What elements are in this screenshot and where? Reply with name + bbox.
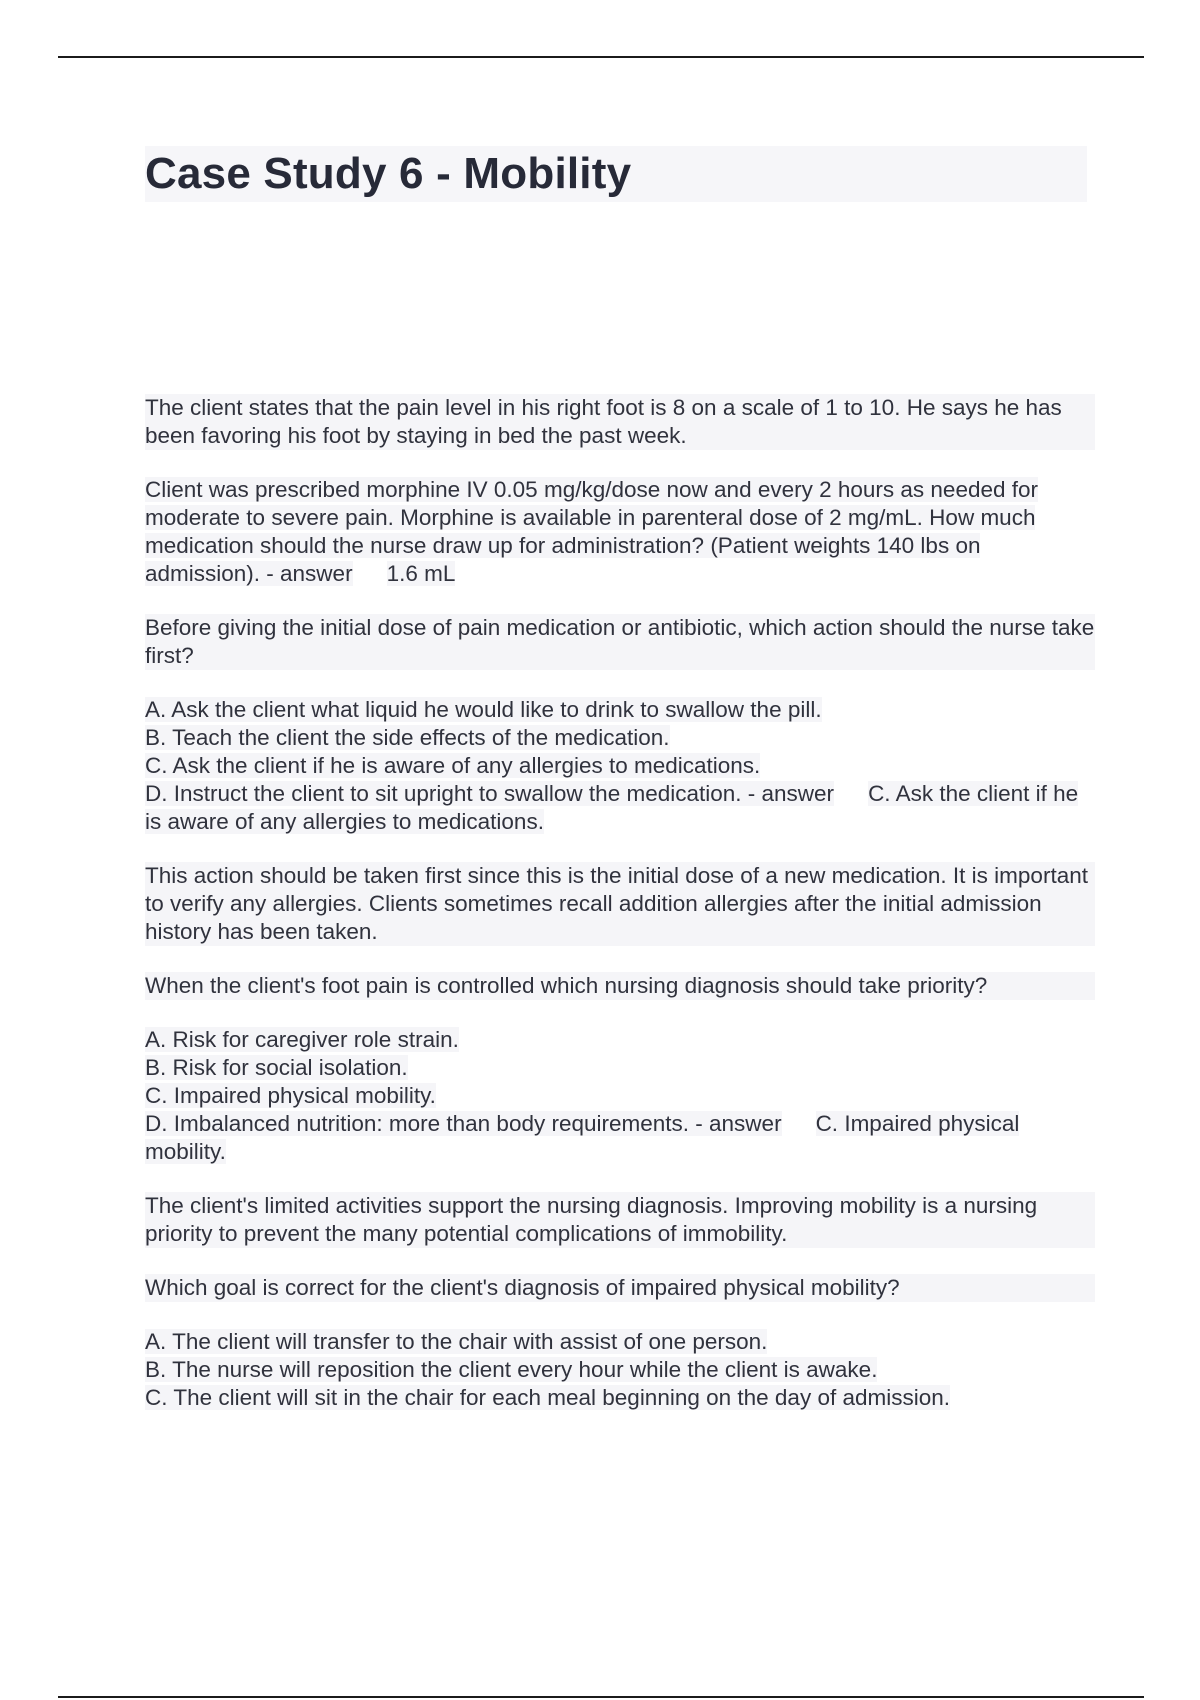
question-2-option: B. Teach the client the side effects of the medication.: [145, 725, 670, 750]
question-3-stem: When the client's foot pain is controlled which nursing diagnosis should take priority?: [145, 972, 1095, 1000]
question-4-stem: Which goal is correct for the client's diagnosis of impaired physical mobility?: [145, 1274, 1095, 1302]
question-3-rationale: The client's limited activities support the nursing diagnosis. Improving mobility is a nursing priority to prevent the many potential complications of immobility.: [145, 1192, 1095, 1248]
question-2-stem: Before giving the initial dose of pain medication or antibiotic, which action should the nurse take first?: [145, 615, 1095, 668]
question-1-answer: 1.6 mL: [386, 561, 456, 586]
intro-paragraph: The client states that the pain level in his right foot is 8 on a scale of 1 to 10. He says he has been favoring his foot by staying in bed the past week.: [145, 394, 1095, 450]
question-2-option: A. Ask the client what liquid he would like to drink to swallow the pill.: [145, 697, 822, 722]
question-4-option: C. The client will sit in the chair for each meal beginning on the day of admission.: [145, 1385, 951, 1410]
top-rule: [58, 56, 1144, 58]
question-3-option: D. Imbalanced nutrition: more than body requirements. - answer: [145, 1111, 782, 1136]
question-2-rationale: This action should be taken first since this is the initial dose of a new medication. It is important to verify any allergies. Clients sometimes recall addition allergies after the initial admission history has been taken.: [145, 862, 1095, 946]
question-1-text: Client was prescribed morphine IV 0.05 mg/kg/dose now and every 2 hours as needed for moderate to severe pain. Morphine is available in parenteral dose of 2 mg/mL. How much medication should the nurse draw up for administration? (Patient weights 140 lbs on admission). - answer: [145, 477, 1039, 586]
question-3-options: [145, 1026, 1095, 1166]
question-3-option: C. Impaired physical mobility.: [145, 1083, 436, 1108]
question-4-option: B. The nurse will reposition the client every hour while the client is awake.: [145, 1357, 878, 1382]
question-3-answer: C. Impaired physical mobility.: [145, 1111, 1020, 1164]
question-1: [145, 476, 1095, 588]
question-2-option: C. Ask the client if he is aware of any allergies to medications.: [145, 753, 761, 778]
question-3-option: B. Risk for social isolation.: [145, 1055, 408, 1080]
question-4-option: A. The client will transfer to the chair with assist of one person.: [145, 1329, 768, 1354]
question-2-option: D. Instruct the client to sit upright to swallow the medication. - answer: [145, 781, 835, 806]
page-title: Case Study 6 - Mobility: [145, 149, 632, 198]
bottom-rule: [58, 1696, 1144, 1698]
question-2-options: [145, 696, 1095, 836]
title-block: [145, 146, 1087, 202]
document-body: [145, 394, 1095, 1438]
question-3-option: A. Risk for caregiver role strain.: [145, 1027, 459, 1052]
question-4-options: [145, 1328, 1095, 1412]
question-2-answer: C. Ask the client if he is aware of any allergies to medications.: [145, 781, 1079, 834]
